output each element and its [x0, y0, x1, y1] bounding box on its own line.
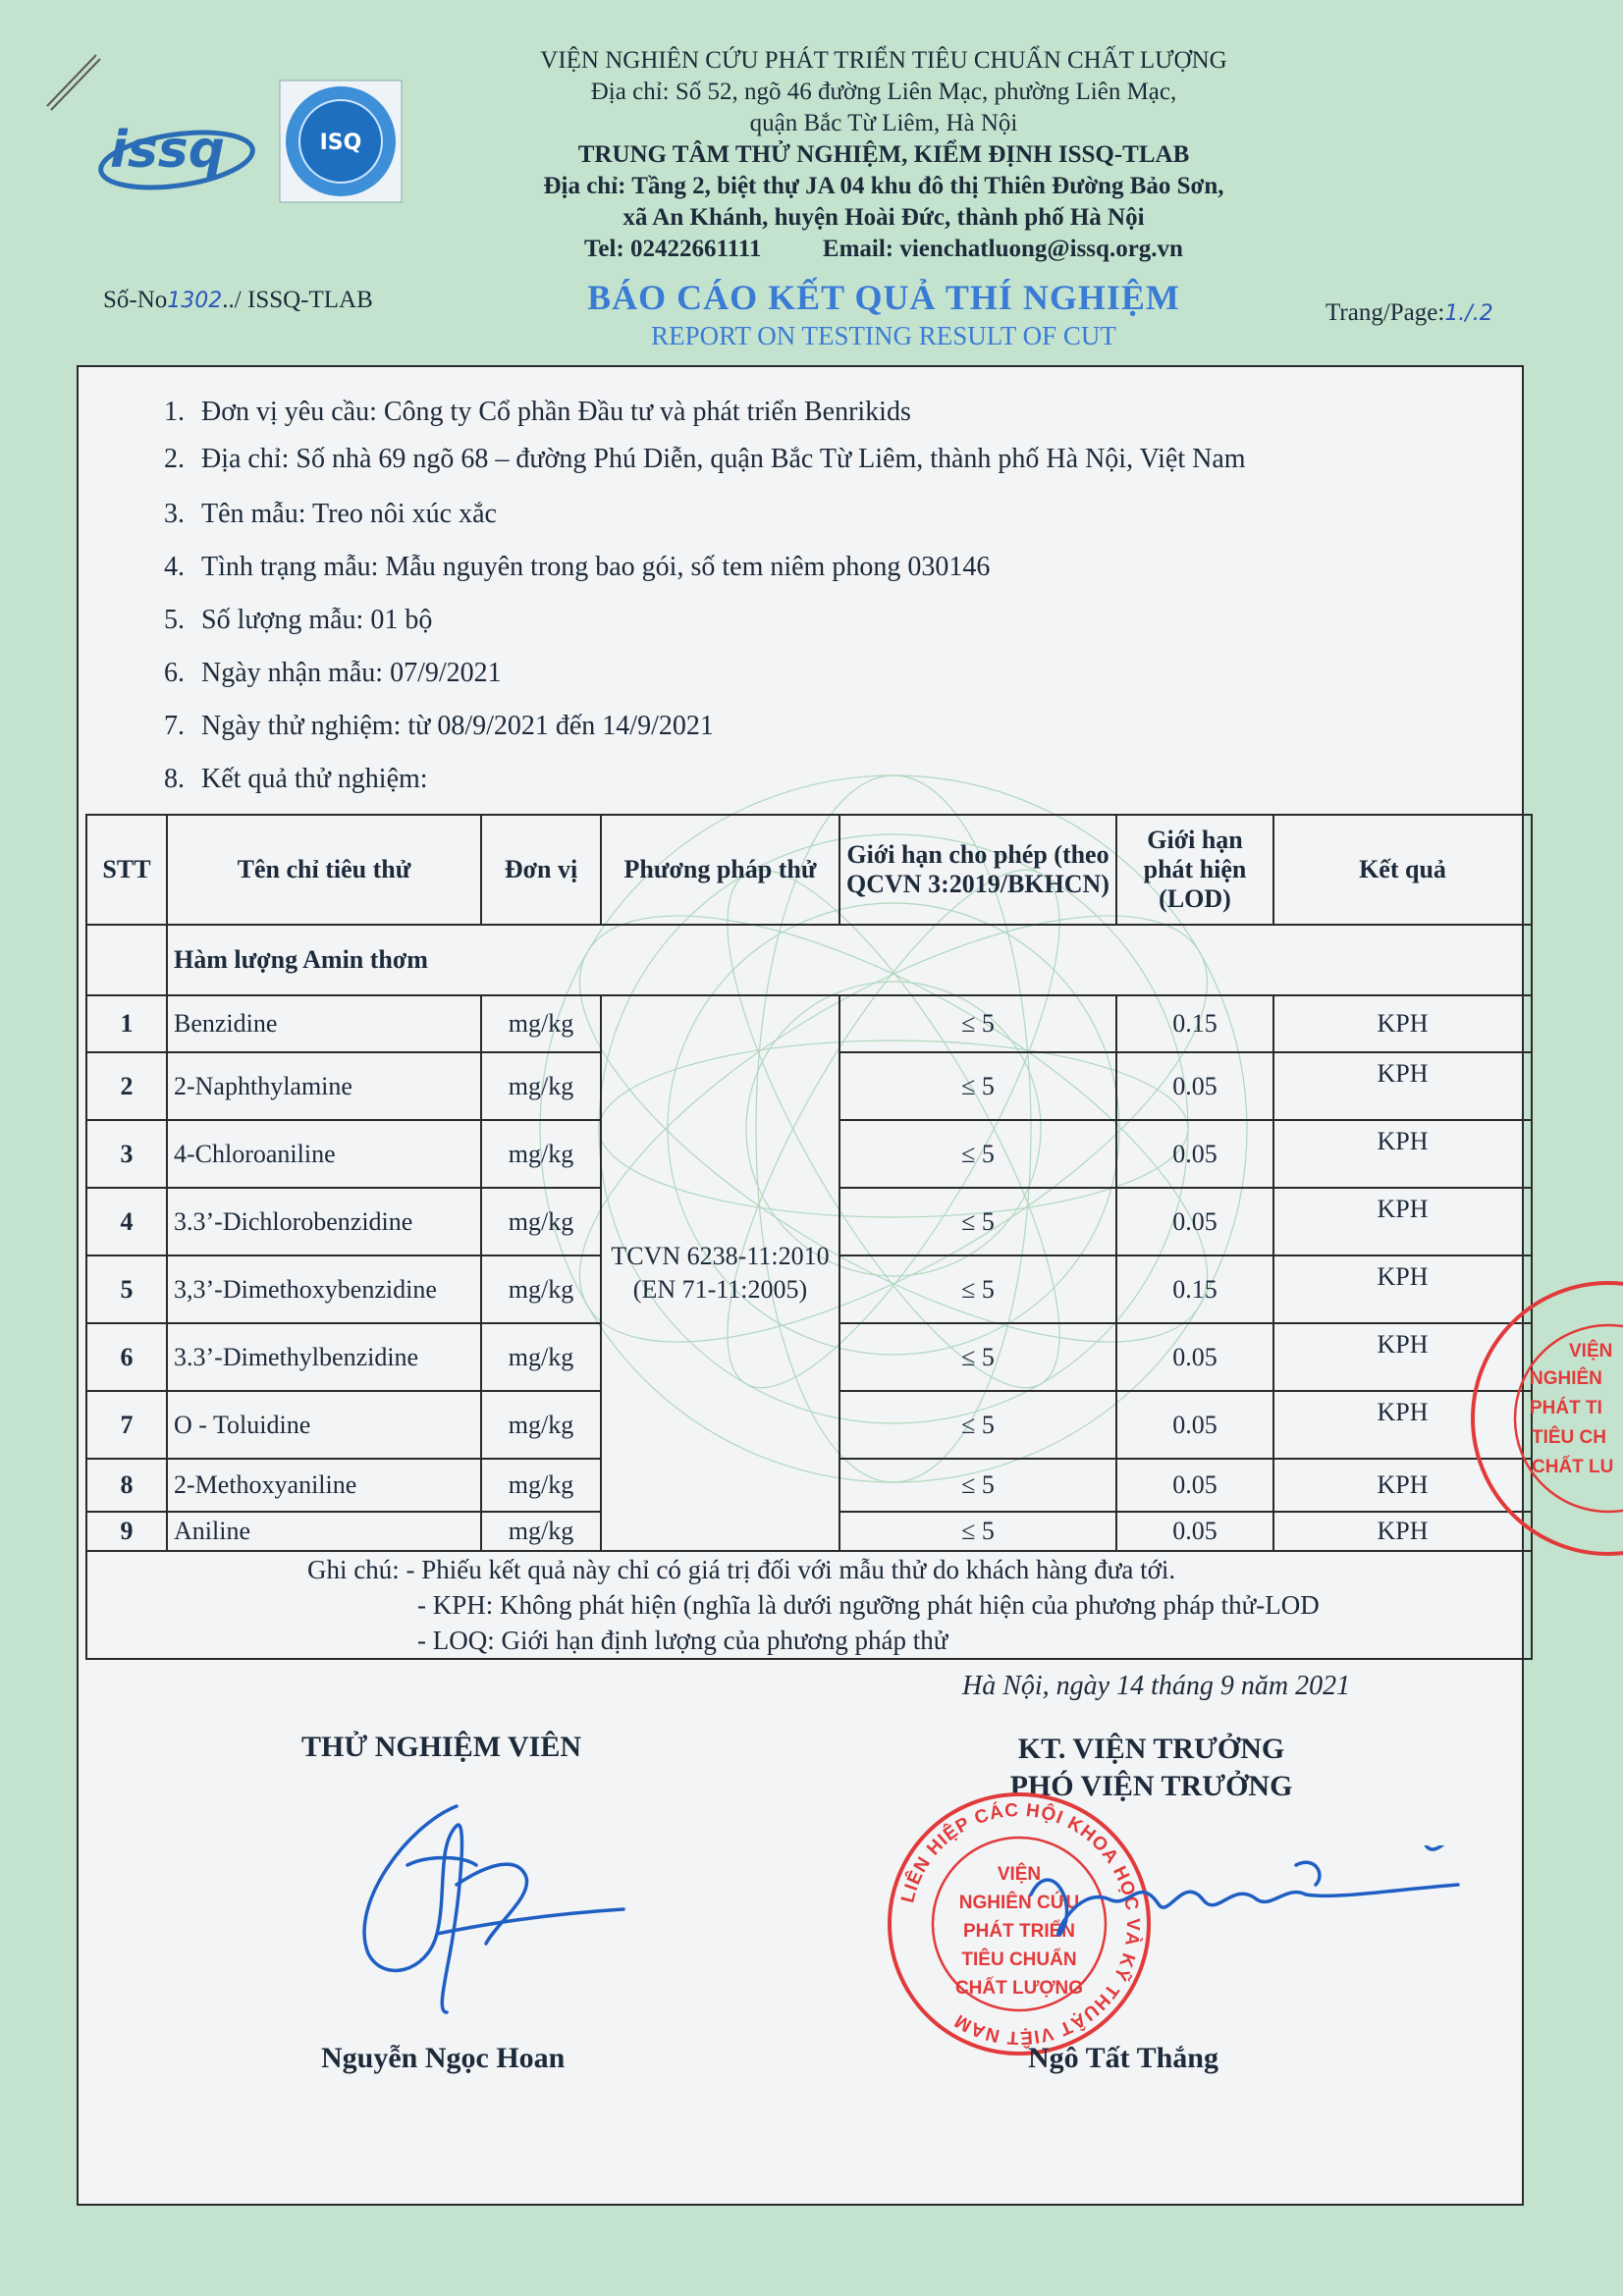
- field-requester: 1. Đơn vị yêu cầu: Công ty Cổ phần Đầu tư và phát triển Benrikids: [164, 397, 911, 427]
- deputy-title-line-1: KT. VIỆN TRƯỞNG: [1017, 1733, 1285, 1765]
- org-address-2: quận Bắc Từ Liêm, Hà Nội: [749, 110, 1018, 136]
- svg-text:PHÁT TRIỂN: PHÁT TRIỂN: [963, 1921, 1075, 1942]
- svg-text:NGHIÊN: NGHIÊN: [1530, 1368, 1602, 1389]
- header-result: Kết quả: [1273, 815, 1532, 925]
- table-row: 4 3.3’-Dichlorobenzidine mg/kg ≤ 5 0.05 KPH: [86, 1188, 1532, 1255]
- title-vietnamese: BÁO CÁO KẾT QUẢ THÍ NGHIỆM: [587, 278, 1180, 317]
- date-place: Hà Nội, ngày 14 tháng 9 năm 2021: [962, 1671, 1351, 1701]
- header-test-name: Tên chỉ tiêu thử: [167, 815, 481, 925]
- header-method: Phương pháp thử: [601, 815, 839, 925]
- isq-emblem: [278, 79, 404, 204]
- org-name: VIỆN NGHIÊN CỨU PHÁT TRIỂN TIÊU CHUẨN CHẤT LƯỢNG: [540, 47, 1227, 74]
- table-row: 6 3.3’-Dimethylbenzidine mg/kg ≤ 5 0.05 KPH: [86, 1323, 1532, 1391]
- side-stamp: [1461, 1276, 1623, 1561]
- deputy-title-line-2: PHÓ VIỆN TRƯỞNG: [1009, 1770, 1293, 1802]
- table-row: 9 Aniline mg/kg ≤ 5 0.05 KPH: [86, 1512, 1532, 1551]
- svg-text:NGHIÊN CỨU: NGHIÊN CỨU: [958, 1893, 1080, 1913]
- header-limit: Giới hạn cho phép (theo QCVN 3:2019/BKHCN): [839, 815, 1116, 925]
- results-table: [85, 814, 1533, 1660]
- table-row: 1 Benzidine mg/kg TCVN 6238-11:2010 (EN 71-11:2005) ≤ 5 0.15 KPH: [86, 995, 1532, 1052]
- table-row: 2 2-Naphthylamine mg/kg ≤ 5 0.05 KPH: [86, 1052, 1532, 1120]
- svg-text:TIÊU CH: TIÊU CH: [1532, 1427, 1606, 1448]
- page-label: Trang/Page:: [1325, 299, 1445, 326]
- page-value: 1./.2: [1444, 301, 1493, 326]
- field-address: 2. Địa chỉ: Số nhà 69 ngõ 68 – đường Phú Diễn, quận Bắc Từ Liêm, thành phố Hà Nội, Việt Nam: [164, 444, 1246, 474]
- deputy-signature: [1021, 1845, 1463, 1953]
- field-sample-quantity: 5. Số lượng mẫu: 01 bộ: [164, 605, 433, 635]
- note-kph: - KPH: Không phát hiện (nghĩa là dưới ngưỡng phát hiện của phương pháp thử-LOD: [417, 1590, 1320, 1620]
- deputy-name: Ngô Tất Thắng: [1028, 2042, 1218, 2074]
- issq-logo-text: issq: [110, 121, 225, 180]
- lab-contact: Tel: 02422661111 Email: vienchatluong@issq.org.vn: [584, 236, 1183, 262]
- field-results-heading: 8. Kết quả thử nghiệm:: [164, 764, 428, 794]
- org-address-1: Địa chỉ: Số 52, ngõ 46 đường Liên Mạc, phường Liên Mạc,: [590, 79, 1177, 105]
- note-validity: Ghi chú: - Phiếu kết quả này chỉ có giá trị đối với mẫu thử do khách hàng đưa tới.: [307, 1555, 1176, 1584]
- field-sample-condition: 4. Tình trạng mẫu: Mẫu nguyên trong bao gói, số tem niêm phong 030146: [164, 552, 991, 582]
- paper-clip-mark: [37, 47, 106, 116]
- organization-header: [461, 45, 1306, 265]
- group-label: Hàm lượng Amin thơm: [167, 925, 1532, 995]
- svg-text:TIÊU CHUẨN: TIÊU CHUẨN: [961, 1949, 1077, 1970]
- field-received-date: 6. Ngày nhận mẫu: 07/9/2021: [164, 658, 502, 688]
- notes-row: [86, 1551, 1532, 1659]
- report-no-label: Số-No: [103, 287, 168, 313]
- title-english: REPORT ON TESTING RESULT OF CUT: [651, 321, 1116, 350]
- note-loq: - LOQ: Giới hạn định lượng của phương pháp thử: [417, 1626, 948, 1655]
- header-unit: Đơn vị: [481, 815, 601, 925]
- stamp-ring-text: LIÊN HIỆP CÁC HỘI KHOA HỌC VÀ KỸ THUẬT VIỆT NAM: [897, 1799, 1144, 2049]
- isq-emblem-text: ISQ: [319, 131, 362, 155]
- table-row: 5 3,3’-Dimethoxybenzidine mg/kg ≤ 5 0.15 KPH: [86, 1255, 1532, 1323]
- method-cell: TCVN 6238-11:2010 (EN 71-11:2005): [601, 995, 839, 1551]
- tester-title: THỬ NGHIỆM VIÊN: [301, 1731, 582, 1763]
- table-row: 7 O - Toluidine mg/kg ≤ 5 0.05 KPH: [86, 1391, 1532, 1459]
- group-row: [86, 925, 1532, 995]
- report-no-value: 1302: [167, 289, 223, 313]
- report-no-suffix: ../ ISSQ-TLAB: [222, 287, 373, 313]
- svg-text:VIỆN: VIỆN: [1569, 1341, 1613, 1362]
- table-header-row: [86, 815, 1532, 925]
- svg-text:VIỆN: VIỆN: [997, 1864, 1042, 1885]
- lab-name: TRUNG TÂM THỬ NGHIỆM, KIỂM ĐỊNH ISSQ-TLAB: [577, 141, 1190, 168]
- header-lod: Giới hạn phát hiện (LOD): [1116, 815, 1273, 925]
- lab-address-1: Địa chỉ: Tầng 2, biệt thự JA 04 khu đô thị Thiên Đường Bảo Sơn,: [543, 173, 1224, 199]
- lab-address-2: xã An Khánh, huyện Hoài Đức, thành phố Hà Nội: [622, 204, 1145, 231]
- table-row: 3 4-Chloroaniline mg/kg ≤ 5 0.05 KPH: [86, 1120, 1532, 1188]
- field-test-date: 7. Ngày thử nghiệm: từ 08/9/2021 đến 14/9/2021: [164, 711, 714, 741]
- table-row: 8 2-Methoxyaniline mg/kg ≤ 5 0.05 KPH: [86, 1459, 1532, 1512]
- tester-name: Nguyễn Ngọc Hoan: [321, 2042, 566, 2074]
- svg-text:CHẤT LU: CHẤT LU: [1532, 1457, 1614, 1477]
- issq-logo: [98, 106, 260, 194]
- svg-text:PHÁT TI: PHÁT TI: [1530, 1398, 1602, 1418]
- field-sample-name: 3. Tên mẫu: Treo nôi xúc xắc: [164, 499, 497, 529]
- report-number: [103, 287, 373, 314]
- report-title: [422, 275, 1345, 351]
- tester-signature: [290, 1787, 643, 2022]
- svg-text:CHẤT LƯỢNG: CHẤT LƯỢNG: [954, 1978, 1084, 1999]
- page-number: [1325, 299, 1493, 327]
- header-stt: STT: [86, 815, 167, 925]
